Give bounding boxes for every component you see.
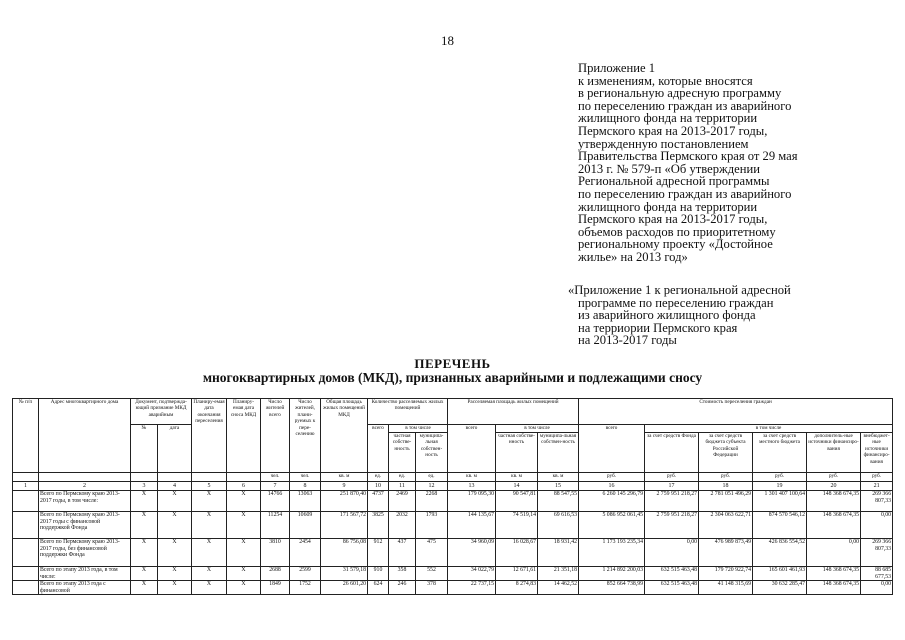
annex-line: Пермского края на 2013-2017 годы, <box>578 123 768 138</box>
annex-line: к изменениям, которые вносятся <box>578 73 753 88</box>
cell: Х <box>158 581 192 595</box>
cell: 69 616,53 <box>538 512 579 539</box>
cell: Х <box>192 581 227 595</box>
cell: Х <box>158 491 192 512</box>
cell: 852 664 738,99 <box>579 581 645 595</box>
column-index: 8 <box>290 482 321 491</box>
column-index-row <box>13 482 893 491</box>
unit-cell <box>13 473 39 482</box>
cell: 874 570 546,12 <box>753 512 807 539</box>
row-label: Всего по этапу 2013 года, в том числе: <box>39 567 131 581</box>
cell: 165 601 461,93 <box>753 567 807 581</box>
annex-line: Пермского края на 2013-2017 годы, <box>578 212 768 227</box>
annex-block <box>578 62 878 264</box>
cell: 41 148 315,69 <box>699 581 753 595</box>
unit-cell: руб. <box>807 473 861 482</box>
cell: 1849 <box>261 581 290 595</box>
cell: Х <box>131 581 158 595</box>
column-index: 2 <box>39 482 131 491</box>
annex-line: жилищного фонда на территории <box>578 199 758 214</box>
column-index: 6 <box>227 482 261 491</box>
cell: 552 <box>416 567 448 581</box>
cell: 34 022,79 <box>448 567 496 581</box>
unit-cell: ед. <box>416 473 448 482</box>
cell: 251 870,40 <box>321 491 368 512</box>
unit-cell: кв. м <box>321 473 368 482</box>
annex-reference-block <box>568 284 868 347</box>
unit-cell: кв. м <box>496 473 538 482</box>
column-index: 1 <box>13 482 39 491</box>
table-row <box>13 491 893 512</box>
page-number: 18 <box>441 33 454 48</box>
column-index: 9 <box>321 482 368 491</box>
cell: 148 368 674,35 <box>807 512 861 539</box>
cell: 18 931,42 <box>538 539 579 567</box>
cell: Х <box>227 567 261 581</box>
annex-line: по переселению граждан из аварийного <box>578 186 792 201</box>
row-label: Всего по этапу 2013 года с финансовой <box>39 581 131 595</box>
cell: 148 368 674,35 <box>807 491 861 512</box>
cell: 22 737,15 <box>448 581 496 595</box>
cell: 269 366 807,33 <box>861 539 893 567</box>
unit-cell: кв. м <box>448 473 496 482</box>
cell: 426 836 554,52 <box>753 539 807 567</box>
cell: 179 720 922,74 <box>699 567 753 581</box>
cell: Х <box>131 512 158 539</box>
cell: 2268 <box>416 491 448 512</box>
cell: 30 632 285,47 <box>753 581 807 595</box>
annex-reference-line: «Приложение 1 к региональной адресной <box>568 283 791 297</box>
annex-line: Правительства Пермского края от 29 мая <box>578 149 798 164</box>
cell: 2454 <box>290 539 321 567</box>
cell: 437 <box>389 539 416 567</box>
cell: 88 685 677,53 <box>861 567 893 581</box>
header-document: Документ, подтвержда-ющий признание МКД аварийным <box>131 399 192 425</box>
cell: Х <box>227 539 261 567</box>
header-num: № п/п <box>13 399 39 473</box>
unit-cell: руб. <box>699 473 753 482</box>
cell: 476 989 873,49 <box>699 539 753 567</box>
column-index: 19 <box>753 482 807 491</box>
column-index: 3 <box>131 482 158 491</box>
column-index: 7 <box>261 482 290 491</box>
row-label: Всего по Пермскому краю 2013-2017 годы, без финансовой поддержки Фонда <box>39 539 131 567</box>
column-index: 14 <box>496 482 538 491</box>
cell: 1793 <box>416 512 448 539</box>
annex-line: региональному проекту «Достойное <box>578 237 773 252</box>
cell: 74 519,14 <box>496 512 538 539</box>
cell: 1 214 892 200,03 <box>579 567 645 581</box>
cell: 1752 <box>290 581 321 595</box>
cell: 2 781 051 496,29 <box>699 491 753 512</box>
cell: 2599 <box>290 567 321 581</box>
cell: Х <box>227 491 261 512</box>
header-address: Адрес многоквартирного дома <box>39 399 131 473</box>
cell: Х <box>158 539 192 567</box>
cell: 148 368 674,35 <box>807 581 861 595</box>
annex-reference-line: на 2013-2017 годы <box>578 333 677 348</box>
header-count-total: всего <box>368 425 389 473</box>
unit-cell: руб. <box>645 473 699 482</box>
cell: 378 <box>416 581 448 595</box>
cell: Х <box>158 567 192 581</box>
cell: Х <box>227 581 261 595</box>
cell: Х <box>131 491 158 512</box>
cell: 26 601,20 <box>321 581 368 595</box>
cell: 0,00 <box>807 539 861 567</box>
cell: 2469 <box>389 491 416 512</box>
cell: 1 301 407 100,64 <box>753 491 807 512</box>
unit-cell <box>39 473 131 482</box>
column-index: 21 <box>861 482 893 491</box>
document-title: ПЕРЕЧЕНЬ <box>414 356 491 371</box>
column-index: 10 <box>368 482 389 491</box>
unit-cell: руб. <box>861 473 893 482</box>
cell: 13063 <box>290 491 321 512</box>
cell: 0,00 <box>861 512 893 539</box>
cell: 246 <box>389 581 416 595</box>
unit-cell: чел. <box>290 473 321 482</box>
header-count-municipal: муниципа-льная собствен-ность <box>416 433 448 473</box>
annex-line: по переселению граждан из аварийного <box>578 98 792 113</box>
unit-cell <box>227 473 261 482</box>
column-index: 15 <box>538 482 579 491</box>
unit-cell: чел. <box>261 473 290 482</box>
cell: 5 086 952 061,45 <box>579 512 645 539</box>
header-residents: Число жителей всего <box>261 399 290 473</box>
cell: 6 260 145 296,79 <box>579 491 645 512</box>
header-count-incl: в том числе <box>389 425 448 433</box>
header-extra: дополнитель-ные источники финансиро-вания <box>807 433 861 473</box>
cell: 632 515 463,48 <box>645 567 699 581</box>
header-count-group: Количество расселяемых жилых помещений <box>368 399 448 425</box>
cell: Х <box>131 539 158 567</box>
header-fund: за счет средств Фонда <box>645 433 699 473</box>
row-label: Всего по Пермскому краю 2013-2017 годы, в том числе: <box>39 491 131 512</box>
annex-line: в региональную адресную программу <box>578 86 782 101</box>
cell: 3810 <box>261 539 290 567</box>
cell: 2032 <box>389 512 416 539</box>
header-area-total: всего <box>448 425 496 473</box>
cell: 31 579,18 <box>321 567 368 581</box>
cell: Х <box>158 512 192 539</box>
cell: 632 515 463,48 <box>645 581 699 595</box>
cell: Х <box>192 567 227 581</box>
header-plan-demolish: Планиру-емая дата сноса МКД <box>227 399 261 473</box>
cell: 2 304 063 622,71 <box>699 512 753 539</box>
annex-line: 2013 г. № 579-п «Об утверждении <box>578 161 760 176</box>
annex-reference-line: на терриории Пермского края <box>578 320 738 335</box>
units-row <box>13 473 893 482</box>
cell: 179 095,30 <box>448 491 496 512</box>
header-residents-plan: Число жителей, плани-руемых к пере-селению <box>290 399 321 473</box>
unit-cell: руб. <box>753 473 807 482</box>
header-doc-num: № <box>131 425 158 473</box>
header-subject-budget: за счет средств бюджета субъекта Российской Федерации <box>699 433 753 473</box>
cell: 1 173 193 235,34 <box>579 539 645 567</box>
unit-cell: ед. <box>368 473 389 482</box>
cell: 0,00 <box>861 581 893 595</box>
annex-line: Приложение 1 <box>578 61 656 75</box>
cell: 16 028,67 <box>496 539 538 567</box>
cell: 34 960,09 <box>448 539 496 567</box>
cell: 10609 <box>290 512 321 539</box>
annex-line: жилье» на 2013 год» <box>578 249 688 264</box>
header-area-incl: в том числе <box>496 425 579 433</box>
cell: 2 759 951 218,27 <box>645 491 699 512</box>
column-index: 12 <box>416 482 448 491</box>
cell: 624 <box>368 581 389 595</box>
column-index: 17 <box>645 482 699 491</box>
unit-cell: ед. <box>389 473 416 482</box>
header-count-private: частная собстве-нность <box>389 433 416 473</box>
annex-line: объемов расходов по приоритетному <box>578 224 776 239</box>
cell: 12 671,61 <box>496 567 538 581</box>
unit-cell: кв. м <box>538 473 579 482</box>
header-cost-incl: в том числе <box>645 425 893 433</box>
annex-reference-line: программе по переселению граждан <box>578 295 774 310</box>
cell: 11254 <box>261 512 290 539</box>
cell: 0,00 <box>645 539 699 567</box>
cell: Х <box>192 491 227 512</box>
annex-reference-line: из аварийного жилищного фонда <box>578 308 756 323</box>
column-index: 16 <box>579 482 645 491</box>
annex-line: жилищного фонда на территории <box>578 111 758 126</box>
cell: 475 <box>416 539 448 567</box>
header-area-municipal: муниципа-льная собствен-ность <box>538 433 579 473</box>
cell: 144 135,67 <box>448 512 496 539</box>
unit-cell: руб. <box>579 473 645 482</box>
table-row <box>13 539 893 567</box>
header-cost-total: всего <box>579 425 645 473</box>
cell: 86 756,08 <box>321 539 368 567</box>
header-area-private: частная собстве-нность <box>496 433 538 473</box>
cell: 14766 <box>261 491 290 512</box>
table-row <box>13 567 893 581</box>
unit-cell <box>131 473 158 482</box>
cell: 148 368 674,35 <box>807 567 861 581</box>
cell: 21 351,18 <box>538 567 579 581</box>
header-cost-group: Стоимость переселения граждан <box>579 399 893 425</box>
cell: 912 <box>368 539 389 567</box>
table-row <box>13 581 893 595</box>
cell: 171 567,72 <box>321 512 368 539</box>
column-index: 11 <box>389 482 416 491</box>
cell: 88 547,55 <box>538 491 579 512</box>
cell: 3825 <box>368 512 389 539</box>
annex-line: Региональной адресной программы <box>578 174 770 189</box>
column-index: 13 <box>448 482 496 491</box>
cell: 2688 <box>261 567 290 581</box>
cell: 2 759 951 218,27 <box>645 512 699 539</box>
column-index: 4 <box>158 482 192 491</box>
cell: 8 274,83 <box>496 581 538 595</box>
column-index: 18 <box>699 482 753 491</box>
cell: Х <box>131 567 158 581</box>
table-row <box>13 512 893 539</box>
cell: Х <box>192 539 227 567</box>
header-offbudget: внебюджет-ные источники финансиро-вания <box>861 433 893 473</box>
cell: 4737 <box>368 491 389 512</box>
cell: 90 547,81 <box>496 491 538 512</box>
cell: 269 366 807,33 <box>861 491 893 512</box>
row-label: Всего по Пермскому краю 2013-2017 годы с финансовой поддержкой Фонда <box>39 512 131 539</box>
header-local-budget: за счет средств местного бюджета <box>753 433 807 473</box>
document-subtitle: многоквартирных домов (МКД), признанных аварийными и подлежащими сносу <box>202 370 703 385</box>
register-table <box>12 398 893 595</box>
header-plan-end: Планиру-емая дата окончания переселения <box>192 399 227 473</box>
unit-cell <box>192 473 227 482</box>
cell: Х <box>192 512 227 539</box>
column-index: 5 <box>192 482 227 491</box>
header-area-group: Расселяемая площадь жилых помещений <box>448 399 579 425</box>
unit-cell <box>158 473 192 482</box>
cell: 14 462,52 <box>538 581 579 595</box>
annex-line: утвержденную постановлением <box>578 136 749 151</box>
column-index: 20 <box>807 482 861 491</box>
header-total-area: Общая площадь жилых помещений МКД <box>321 399 368 473</box>
cell: Х <box>227 512 261 539</box>
cell: 910 <box>368 567 389 581</box>
header-doc-date: дата <box>158 425 192 473</box>
cell: 358 <box>389 567 416 581</box>
